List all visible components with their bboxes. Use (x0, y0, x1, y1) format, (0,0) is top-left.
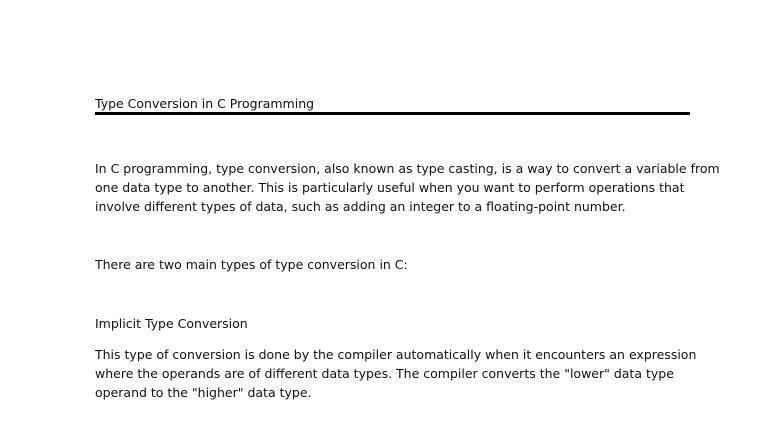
implicit-conversion-paragraph (95, 345, 715, 402)
types-intro-line: There are two main types of type conversion in C: (95, 257, 408, 272)
document-title: Type Conversion in C Programming (95, 96, 315, 111)
implicit-body-line: operand to the "higher" data type. (95, 385, 312, 400)
implicit-body-line: where the operands are of different data types. The compiler converts the "lower" data type (95, 366, 674, 381)
intro-paragraph (95, 159, 720, 216)
types-intro-paragraph (95, 255, 715, 274)
intro-line: one data type to another. This is particularly useful when you want to perform operations that (95, 180, 685, 195)
intro-line: In C programming, type conversion, also known as type casting, is a way to convert a variable from (95, 161, 720, 176)
intro-line: involve different types of data, such as adding an integer to a floating-point number. (95, 199, 626, 214)
title-underline-rule (95, 112, 690, 115)
implicit-body-line: This type of conversion is done by the compiler automatically when it encounters an expression (95, 347, 697, 362)
section-heading-implicit: Implicit Type Conversion (95, 316, 248, 331)
